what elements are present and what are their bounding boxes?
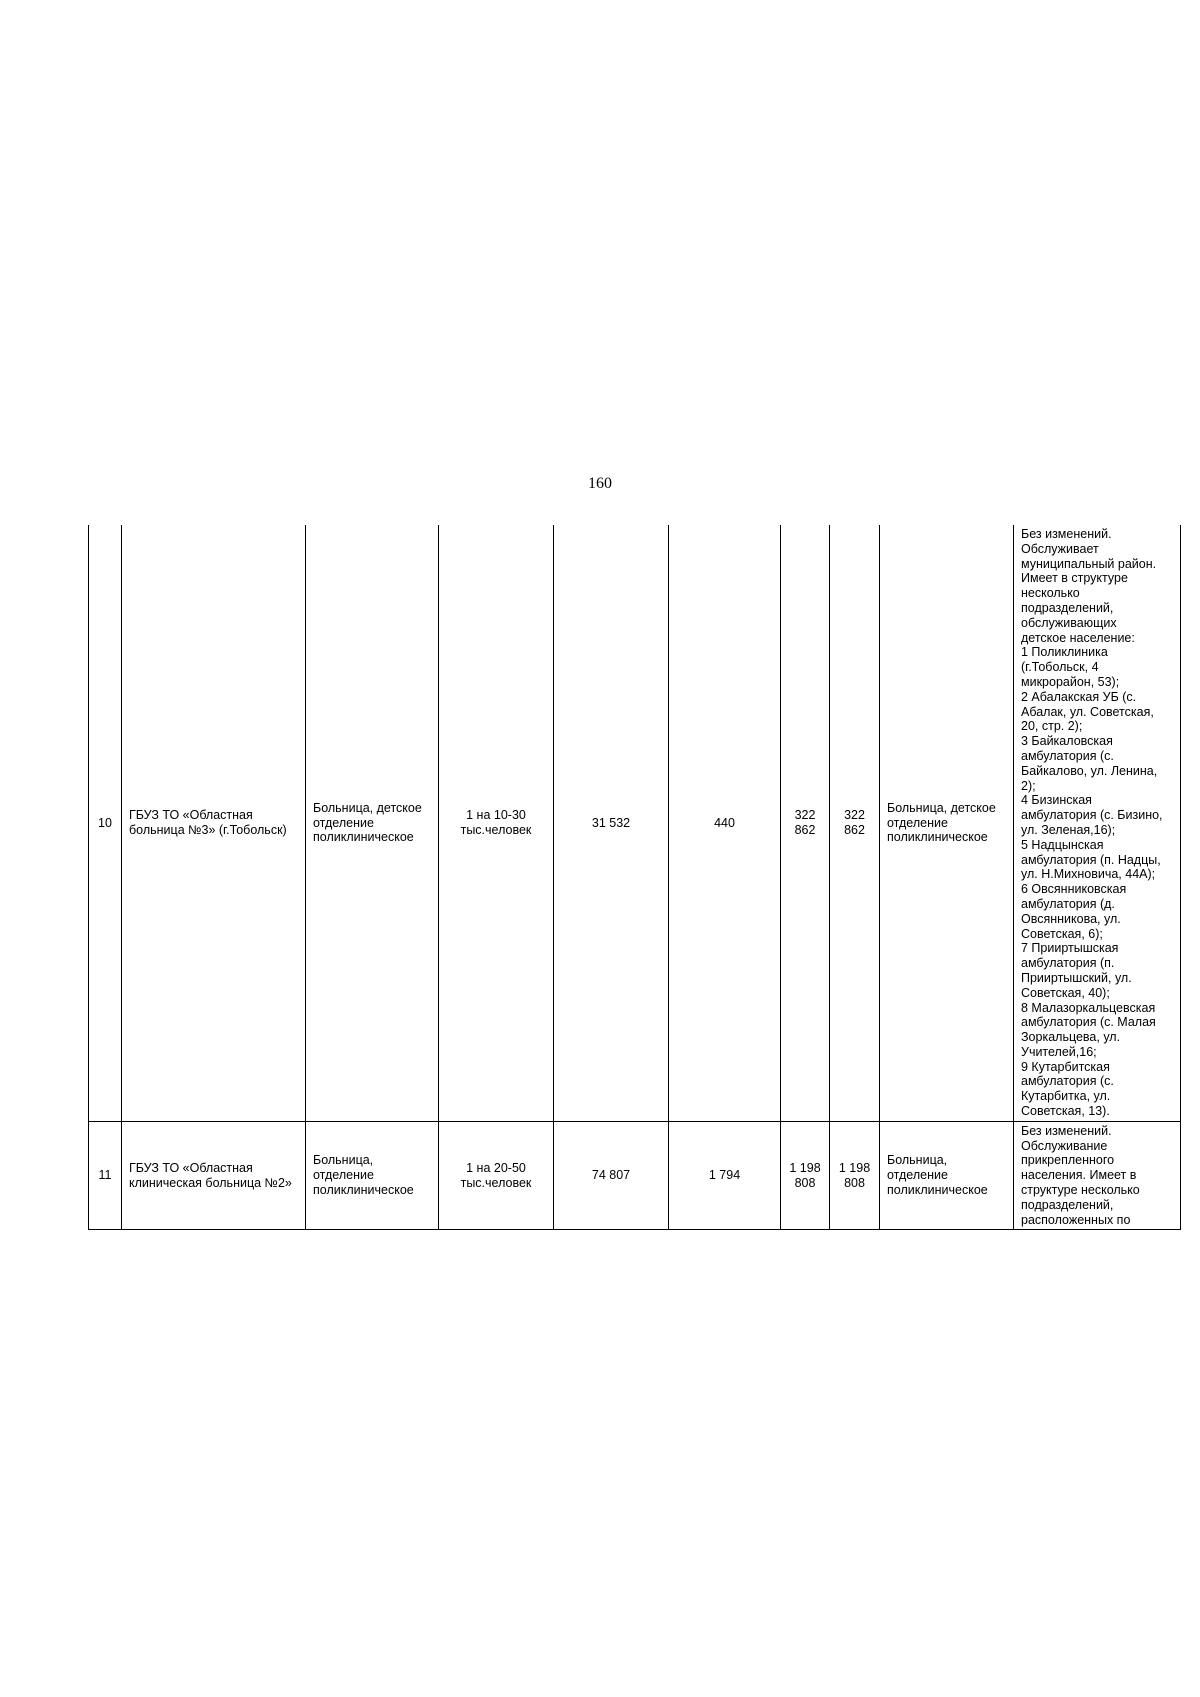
value-part: 1 198 (789, 1160, 821, 1175)
note-line: Советская, 13). (1021, 1104, 1110, 1119)
note-line: Без изменений. (1021, 527, 1112, 541)
note-cell (1014, 525, 1181, 1121)
institution-name: ГБУЗ ТО «Областная больница №3» (г.Тобольск) (122, 525, 306, 1121)
note-line: ул. Зеленая,16); (1021, 822, 1116, 837)
note-line: 8 Малазоркальцевская (1021, 1000, 1156, 1015)
page-number: 160 (588, 475, 612, 492)
row-number: 11 (89, 1121, 122, 1230)
note-line: амбулатория (с. (1021, 1074, 1114, 1089)
note-line: несколько (1021, 586, 1080, 601)
value-part: 862 (844, 822, 865, 837)
note-line: 7 Прииртышская (1021, 941, 1119, 956)
institution-type-new: Больница, детское отделение поликлиническое (880, 525, 1014, 1121)
value-part: 322 (794, 808, 816, 823)
note-line: амбулатория (п. Надцы, (1021, 852, 1161, 867)
institution-name: ГБУЗ ТО «Областная клиническая больница №2» (122, 1121, 306, 1230)
note-line: Имеет в структуре (1021, 571, 1128, 586)
note-cell (1014, 1121, 1181, 1230)
note-line: Кутарбитка, ул. (1021, 1089, 1111, 1104)
note-line: Обслуживает (1021, 541, 1099, 556)
note-line: амбулатория (п. (1021, 956, 1115, 971)
note-line: Байкалово, ул. Ленина, (1021, 763, 1158, 778)
value-part: 1 198 (838, 1160, 871, 1175)
service-norm: 1 на 10-30 тыс.человек (439, 525, 554, 1121)
note-line: детское население: (1021, 630, 1135, 645)
note-line: населения. Имеет в (1021, 1168, 1137, 1183)
value-part: 808 (794, 1175, 816, 1190)
table-row (89, 525, 1181, 1121)
value-cell (781, 1121, 830, 1230)
note-line: 1 Поликлиника (1021, 645, 1108, 660)
value-cell: 31 532 (554, 525, 669, 1121)
note-line: 4 Бизинская (1021, 793, 1092, 808)
note-line: 20, стр. 2); (1021, 719, 1083, 734)
value-cell: 74 807 (554, 1121, 669, 1230)
note-line: ул. Н.Михновича, 44А); (1021, 867, 1156, 882)
value-cell: 1 794 (669, 1121, 781, 1230)
value-part: 862 (794, 822, 816, 837)
note-line: амбулатория (с. (1021, 748, 1114, 763)
value-cell (830, 1121, 880, 1230)
note-line: 9 Кутарбитская (1021, 1059, 1110, 1074)
note-line: 3 Байкаловская (1021, 734, 1113, 749)
note-line: Абалак, ул. Советская, (1021, 704, 1154, 719)
value-part: 808 (844, 1175, 865, 1190)
value-cell (830, 525, 880, 1121)
service-norm: 1 на 20-50 тыс.человек (439, 1121, 554, 1230)
institution-type: Больница, отделение поликлиническое (306, 1121, 439, 1230)
institution-type: Больница, детское отделение поликлиническое (306, 525, 439, 1121)
note-line: микрорайон, 53); (1021, 674, 1120, 689)
note-line: амбулатория (с. Малая (1021, 1015, 1156, 1030)
hospital-table (88, 525, 1181, 1230)
note-line: структуре несколько (1021, 1183, 1140, 1198)
note-line: Советская, 40); (1021, 985, 1110, 1000)
note-line: расположенных по (1021, 1212, 1131, 1227)
note-line: 2 Абалакская УБ (с. (1021, 689, 1137, 704)
note-line: Советская, 6); (1021, 926, 1103, 941)
note-line: муниципальный район. (1021, 556, 1157, 571)
note-line: Зоркальцева, ул. (1021, 1030, 1121, 1045)
note-line: Овсянникова, ул. (1021, 911, 1121, 926)
value-cell (781, 525, 830, 1121)
note-line: амбулатория (с. Бизино, (1021, 808, 1163, 823)
note-line: (г.Тобольск, 4 (1021, 660, 1099, 675)
note-line: 6 Овсянниковская (1021, 882, 1127, 897)
note-line: Прииртышский, ул. (1021, 970, 1132, 985)
row-number: 10 (89, 525, 122, 1121)
note-line: амбулатория (д. (1021, 896, 1115, 911)
note-line: подразделений, (1021, 600, 1114, 615)
note-line: прикрепленного (1021, 1153, 1115, 1168)
institution-type-new: Больница, отделение поликлиническое (880, 1121, 1014, 1230)
value-cell: 440 (669, 525, 781, 1121)
note-line: подразделений, (1021, 1197, 1114, 1212)
note-line: обслуживающих (1021, 615, 1117, 630)
note-line: 2); (1021, 778, 1036, 793)
note-line: Без изменений. (1021, 1123, 1112, 1138)
table-row (89, 1121, 1181, 1230)
note-line: Учителей,16; (1021, 1044, 1097, 1059)
value-part: 322 (844, 808, 865, 823)
note-line: 5 Надцынская (1021, 837, 1104, 852)
note-line: Обслуживание (1021, 1138, 1108, 1153)
